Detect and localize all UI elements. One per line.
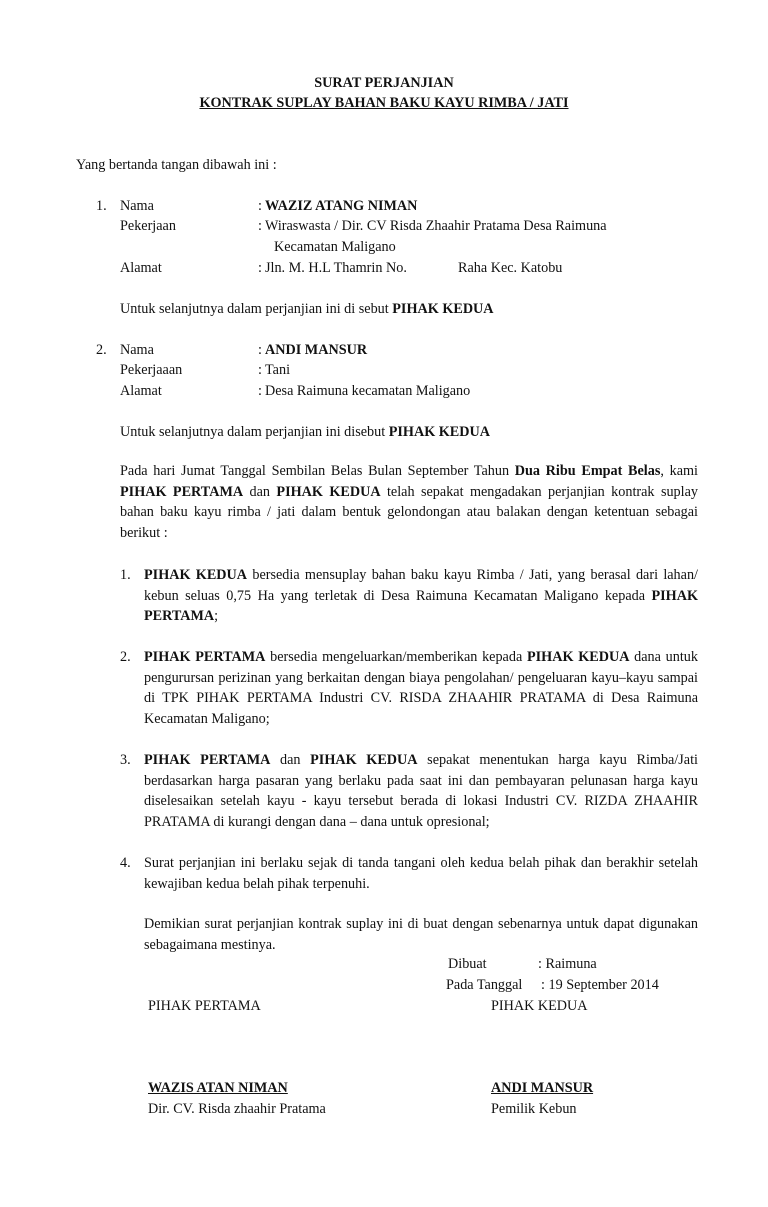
colon: : bbox=[258, 383, 262, 399]
clause-3-bold-1: PIHAK PERTAMA bbox=[144, 752, 271, 768]
clause-2-text-2: dana untuk pengurursan perizinan yang berkaitan dengan biaya pengolahan/ pengeluaran kayu–kayu sampai di TPK PIHAK PERTAMA Industri CV. RISDA ZHAAHIR PRATAMA di Desa Raimuna Kecamatan Maligano; bbox=[144, 649, 698, 727]
intro-text: Yang bertanda tangan dibawah ini : bbox=[76, 157, 277, 173]
opening-text-3: dan bbox=[243, 483, 277, 500]
party-2-name: ANDI MANSUR bbox=[265, 342, 368, 358]
party-1-note-text: Untuk selanjutnya dalam perjanjian ini di sebut bbox=[120, 301, 389, 317]
opening-text-1: Pada hari Jumat Tanggal Sembilan Belas Bulan September Tahun bbox=[120, 463, 515, 479]
document-title: SURAT PERJANJIAN bbox=[314, 75, 454, 91]
colon: : bbox=[258, 218, 262, 234]
party-1-job-line2: Kecamatan Maligano bbox=[274, 239, 396, 255]
party-1-address-a: Jln. M. H.L Thamrin No. bbox=[265, 260, 407, 276]
opening-bold-party2: PIHAK KEDUA bbox=[276, 483, 381, 500]
sign-left-name: WAZIS ATAN NIMAN bbox=[148, 1080, 288, 1096]
opening-text-4: telah sepakat mengadakan perjanjian kontrak suplay bahan baku kayu rimba / jati dalam bentuk gelondongan atau balakan dengan ketentuan sebagai berikut : bbox=[120, 483, 698, 541]
party-1-note-bold: PIHAK KEDUA bbox=[392, 301, 494, 317]
party-2-address: Desa Raimuna kecamatan Maligano bbox=[265, 383, 471, 399]
clause-1-text-2: ; bbox=[214, 608, 219, 624]
clause-2-number: 2. bbox=[120, 649, 131, 665]
opening-bold-party1: PIHAK PERTAMA bbox=[120, 483, 244, 500]
closing-paragraph: Demikian surat perjanjian kontrak suplay ini di buat dengan sebenarnya untuk dapat digunakan sebagaimana mestinya. bbox=[144, 916, 698, 953]
sign-right-name: ANDI MANSUR bbox=[491, 1080, 594, 1096]
sign-left-role: PIHAK PERTAMA bbox=[148, 998, 261, 1014]
date-label: Pada Tanggal bbox=[446, 977, 523, 993]
clause-1 bbox=[144, 565, 698, 627]
colon: : bbox=[258, 362, 262, 378]
clause-3-bold-2: PIHAK KEDUA bbox=[310, 752, 418, 768]
party-2-note bbox=[120, 423, 490, 441]
sign-right-role: PIHAK KEDUA bbox=[491, 998, 588, 1014]
clause-2-bold-2: PIHAK KEDUA bbox=[526, 649, 630, 665]
clause-2-text-1: bersedia mengeluarkan/memberikan kepada bbox=[265, 649, 527, 665]
party-1-note bbox=[120, 300, 494, 318]
party-1-name-label: Nama bbox=[120, 198, 154, 214]
opening-text-2: , kami bbox=[660, 463, 698, 479]
colon: : bbox=[258, 342, 262, 358]
party-1-job-label: Pekerjaan bbox=[120, 218, 176, 234]
made-at-label: Dibuat bbox=[448, 956, 487, 972]
party-1-job: Wiraswasta / Dir. CV Risda Zhaahir Pratama Desa Raimuna bbox=[265, 218, 607, 234]
party-2-job: Tani bbox=[265, 362, 291, 378]
clause-3 bbox=[144, 750, 698, 832]
clause-2-bold-1: PIHAK PERTAMA bbox=[144, 649, 266, 665]
clause-1-number: 1. bbox=[120, 567, 131, 583]
party-1-name: WAZIZ ATANG NIMAN bbox=[265, 198, 418, 214]
clause-1-bold-2: PIHAK PERTAMA bbox=[144, 587, 698, 624]
clause-1-text-1: bersedia mensuplay bahan baku kayu Rimba / Jati, yang berasal dari lahan/ kebun seluas 0,75 Ha yang terletak di Desa Raimuna Kecamatan Maligano kepada bbox=[144, 567, 698, 604]
party-2-note-bold: PIHAK KEDUA bbox=[388, 424, 491, 440]
opening-paragraph bbox=[120, 461, 698, 543]
party-2-name-label: Nama bbox=[120, 342, 154, 358]
clause-4-text: Surat perjanjian ini berlaku sejak di tanda tangani oleh kedua belah pihak dan berakhir setelah kewajiban kedua belah pihak terpenuhi. bbox=[144, 855, 698, 892]
clause-3-text-2: sepakat menentukan harga kayu Rimba/Jati berdasarkan harga pasaran yang berlaku pada saat ini dan pembayaran pelunasan harga kayu diselesaikan setelah kayu - kayu tersebut berada di lokasi Industri CV. RIZDA ZHAAHIR PRATAMA di kurangi dengan dana – dana untuk opresional; bbox=[144, 752, 698, 830]
document-subtitle: KONTRAK SUPLAY BAHAN BAKU KAYU RIMBA / JATI bbox=[199, 95, 569, 111]
party-1-number: 1. bbox=[96, 198, 107, 214]
clause-4-number: 4. bbox=[120, 855, 131, 871]
clause-3-number: 3. bbox=[120, 752, 131, 768]
clause-1-bold-1: PIHAK KEDUA bbox=[144, 567, 248, 583]
clause-2 bbox=[144, 647, 698, 729]
party-2-number: 2. bbox=[96, 342, 107, 358]
sign-right-title: Pemilik Kebun bbox=[491, 1101, 577, 1117]
party-1-address-b: Raha Kec. Katobu bbox=[458, 260, 563, 276]
colon: : bbox=[258, 260, 262, 276]
sign-left-title: Dir. CV. Risda zhaahir Pratama bbox=[148, 1101, 326, 1117]
party-2-note-text: Untuk selanjutnya dalam perjanjian ini disebut bbox=[120, 424, 386, 440]
party-2-job-label: Pekerjaaan bbox=[120, 362, 183, 378]
date-value: : 19 September 2014 bbox=[541, 977, 659, 993]
made-at-value: : Raimuna bbox=[538, 956, 597, 972]
clause-3-text-1: dan bbox=[270, 752, 311, 768]
colon: : bbox=[258, 198, 262, 214]
opening-bold-date: Dua Ribu Empat Belas bbox=[514, 463, 661, 479]
clause-4 bbox=[144, 853, 698, 894]
party-1-address-label: Alamat bbox=[120, 260, 162, 276]
party-2-address-label: Alamat bbox=[120, 383, 162, 399]
